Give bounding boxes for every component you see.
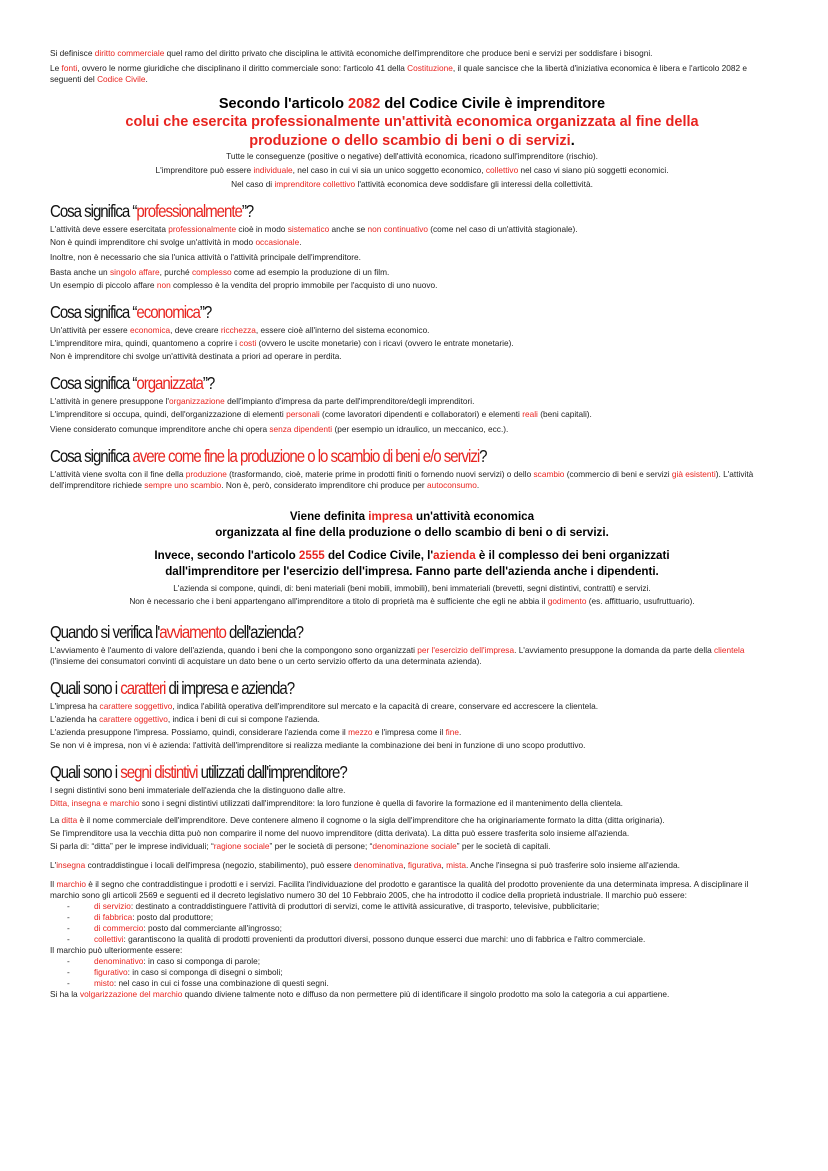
s7-ditta-3: Si parla di: “ditta” per le imprese individuali; “ragione sociale” per le società di persone; “denominazione sociale” per le società di capitali.: [50, 841, 551, 851]
s6-line-2: L'azienda ha carattere oggettivo, indica i beni di cui si compone l'azienda.: [50, 714, 320, 724]
list-item: - figurativo: in caso si componga di disegni o simboli;: [67, 967, 283, 977]
s6-line-1: L'impresa ha carattere soggettivo, indica l'abilità operativa dell'imprenditore sul mercato e la capacità di creare, conservare ed accrescere la clientela.: [50, 701, 599, 711]
s7-insegna: L'insegna contraddistingue i locali dell'impresa (negozio, stabilimento), può essere denominativa, figurativa, mista. Anche l'insegna si può trasferire solo insieme all'azienda.: [50, 860, 680, 870]
s3-line-2: L'imprenditore si occupa, quindi, dell'organizzazione di elementi personali (come lavoratori dipendenti e collaboratori) e elementi reali (beni capitali).: [50, 409, 592, 419]
s7-ditta-1: La ditta è il nome commerciale dell'imprenditore. Deve contenere almeno il cognome o la sigla dell'imprenditore che ha originariamente formato la ditta (ditta originaria).: [50, 815, 665, 825]
art2082-heading: Secondo l'articolo 2082 del Codice Civile è imprenditore: [218, 96, 606, 112]
intro-line-2: Le fonti, ovvero le norme giuridiche che disciplinano il diritto commerciale sono: l'articolo 41 della Costituzione, il quale sancisce che la libertà d'iniziativa economica è libera e l'articolo 2082 e seguenti del Codice Civile.: [50, 63, 748, 84]
s1-line-5: Un esempio di piccolo affare non complesso è la vendita del proprio immobile per l'acquisto di uno nuovo.: [50, 280, 438, 290]
s1-line-4: Basta anche un singolo affare, purché complesso come ad esempio la produzione di un film.: [50, 267, 390, 277]
heading-economica: Cosa significa “economica”?: [50, 302, 212, 322]
s1-line-2: Non è quindi imprenditore chi svolge un'attività in modo occasionale.: [50, 237, 302, 247]
list-item: - collettivi: garantiscono la qualità di prodotti provenienti da produttori diversi, possono dunque esserci due marchi: uno di fabbrica e l'altro commerciale.: [67, 934, 646, 944]
heading-segni-distintivi: Quali sono i segni distintivi utilizzati dall'imprenditore?: [50, 762, 347, 782]
art2555-definition-1: Invece, secondo l'articolo 2555 del Codice Civile, l'azienda è il complesso dei beni organizzati: [154, 549, 670, 562]
s2-line-1: Un'attività per essere economica, deve creare ricchezza, essere cioè all'interno del sistema economico.: [50, 325, 430, 335]
s7-line-2: Ditta, insegna e marchio sono i segni distintivi utilizzati dall'imprenditore: la loro funzione è quella di favorire la formazione ed il mantenimento della clientela.: [50, 798, 623, 808]
s3-line-1: L'attività in genere presuppone l'organizzazione dell'impianto d'impresa da parte dell'imprenditore/degli imprenditori.: [50, 396, 475, 406]
heading-avviamento: Quando si verifica l'avviamento dell'azienda?: [50, 622, 303, 642]
art2082-note-1: Tutte le conseguenze (positive o negative) dell'attività economica, ricadono sull'imprenditore (rischio).: [226, 151, 598, 161]
art2555-note-1: L'azienda si compone, quindi, di: beni materiali (beni mobili, immobili), beni immateriali (brevetti, segni distintivi, contratti) e servizi.: [173, 583, 651, 593]
s2-line-3: Non è imprenditore chi svolge un'attività destinata a priori ad operare in perdita.: [50, 351, 342, 361]
s7-line-1: I segni distintivi sono beni immateriale dell'azienda che la distinguono dalle altre.: [50, 785, 346, 795]
list-item: - di commercio: posto dal commerciante all'ingrosso;: [67, 923, 282, 933]
impresa-definition-1: Viene definita impresa un'attività economica: [289, 510, 535, 523]
s1-line-1: L'attività deve essere esercitata professionalmente cioè in modo sistematico anche se non continuativo (come nel caso di un'attività stagionale).: [50, 224, 578, 234]
art2555-definition-2: dall'imprenditore per l'esercizio dell'impresa. Fanno parte dell'azienda anche i dipendenti.: [165, 565, 659, 578]
s4-paragraph: L'attività viene svolta con il fine della produzione (trasformando, cioè, materie prime in prodotti finiti o fornendo nuovi servizi) o dello scambio (commercio di beni e servizi già esistenti). L'attività dell'imprenditore richiede sempre uno scambio. Non è, però, considerato imprenditore chi produce per autoconsumo.: [50, 469, 754, 490]
s3-line-3: Viene considerato comunque imprenditore anche chi opera senza dipendenti (per esempio un idraulico, un meccanico, ecc.).: [50, 424, 509, 434]
heading-fine-produzione: Cosa significa avere come fine la produzione o lo scambio di beni e/o servizi?: [50, 446, 487, 466]
heading-caratteri: Quali sono i caratteri di impresa e azienda?: [50, 678, 295, 698]
list-item: - di fabbrica: posto dal produttore;: [67, 912, 213, 922]
s2-line-2: L'imprenditore mira, quindi, quantomeno a coprire i costi (ovvero le uscite monetarie) con i ricavi (ovvero le entrate monetarie).: [50, 338, 514, 348]
impresa-definition-2: organizzata al fine della produzione o dello scambio di beni o di servizi.: [215, 526, 609, 539]
marchio-types-list: [50, 901, 774, 945]
s5-paragraph: L'avviamento è l'aumento di valore dell'azienda, quando i beni che la compongono sono organizzati per l'esercizio dell'impresa. L'avviamento presuppone la domanda da parte della clientela (l'insieme dei consumatori convinti di acquistare un dato bene o un certo servizio offerto da una determinata azienda).: [50, 645, 745, 666]
heading-organizzata: Cosa significa “organizzata”?: [50, 373, 215, 393]
art2082-note-2: L'imprenditore può essere individuale, nel caso in cui vi sia un unico soggetto economico, collettivo nel caso vi siano più soggetti economici.: [155, 165, 669, 175]
s7-ditta-2: Se l'imprenditore usa la vecchia ditta può non comparire il nome del nuovo imprenditore (ditta derivata). La ditta può essere trasferita solo insieme all'azienda.: [50, 828, 630, 838]
list-item: - misto: nel caso in cui ci fosse una combinazione di questi segni.: [67, 978, 329, 988]
s6-line-4: Se non vi è impresa, non vi è azienda: l'attività dell'imprenditore si realizza mediante la combinazione dei beni in funzione di uno scopo produttivo.: [50, 740, 586, 750]
heading-professionalmente: Cosa significa “professionalmente”?: [50, 201, 254, 221]
document: [50, 48, 774, 1000]
art2082-note-3: Nel caso di imprenditore collettivo l'attività economica deve soddisfare gli interessi della collettività.: [231, 179, 593, 189]
list-item: - di servizio: destinato a contraddistinguere l'attività di produttori di servizi, come le attività assicurative, di trasporto, televisive, pubblicitarie;: [67, 901, 600, 911]
s7-marchio: Il marchio è il segno che contraddistingue i prodotti e i servizi. Facilita l'individuazione del prodotto e garantisce la qualità del prodotto proveniente da una determinata impresa. A disciplinare il marchio sono gli articoli 2569 e seguenti ed il decreto legislativo numero 30 del 10 Febbraio 2005, che ha introdotto il codice della proprietà industriale. Il marchio può essere:: [50, 879, 749, 900]
art2082-definition-1: colui che esercita professionalmente un'attività economica organizzata al fine della: [125, 114, 699, 130]
art2082-definition-2: produzione o dello scambio di beni o di servizi.: [249, 133, 575, 149]
intro-line-1: Si definisce diritto commerciale quel ramo del diritto privato che disciplina le attività economiche dell'imprenditore che produce beni e servizi per soddisfare i bisogni.: [50, 48, 653, 58]
s7-marchio-ulteriore: Il marchio può ulteriormente essere:: [50, 945, 183, 955]
s7-volgarizzazione: Si ha la volgarizzazione del marchio quando diviene talmente noto e diffuso da non permettere più di identificare il singolo prodotto ma solo la categoria a cui appartiene.: [50, 989, 670, 999]
art2555-note-2: Non è necessario che i beni appartengano all'imprenditore a titolo di proprietà ma è sufficiente che egli ne abbia il godimento (es. affittuario, usufruttuario).: [129, 596, 695, 606]
s6-line-3: L'azienda presuppone l'impresa. Possiamo, quindi, considerare l'azienda come il mezzo e l'impresa come il fine.: [50, 727, 462, 737]
list-item: - denominativo: in caso si componga di parole;: [67, 956, 261, 966]
marchio-forms-list: [50, 956, 774, 989]
s1-line-3: Inoltre, non è necessario che sia l'unica attività o l'attività principale dell'imprenditore.: [50, 252, 361, 262]
